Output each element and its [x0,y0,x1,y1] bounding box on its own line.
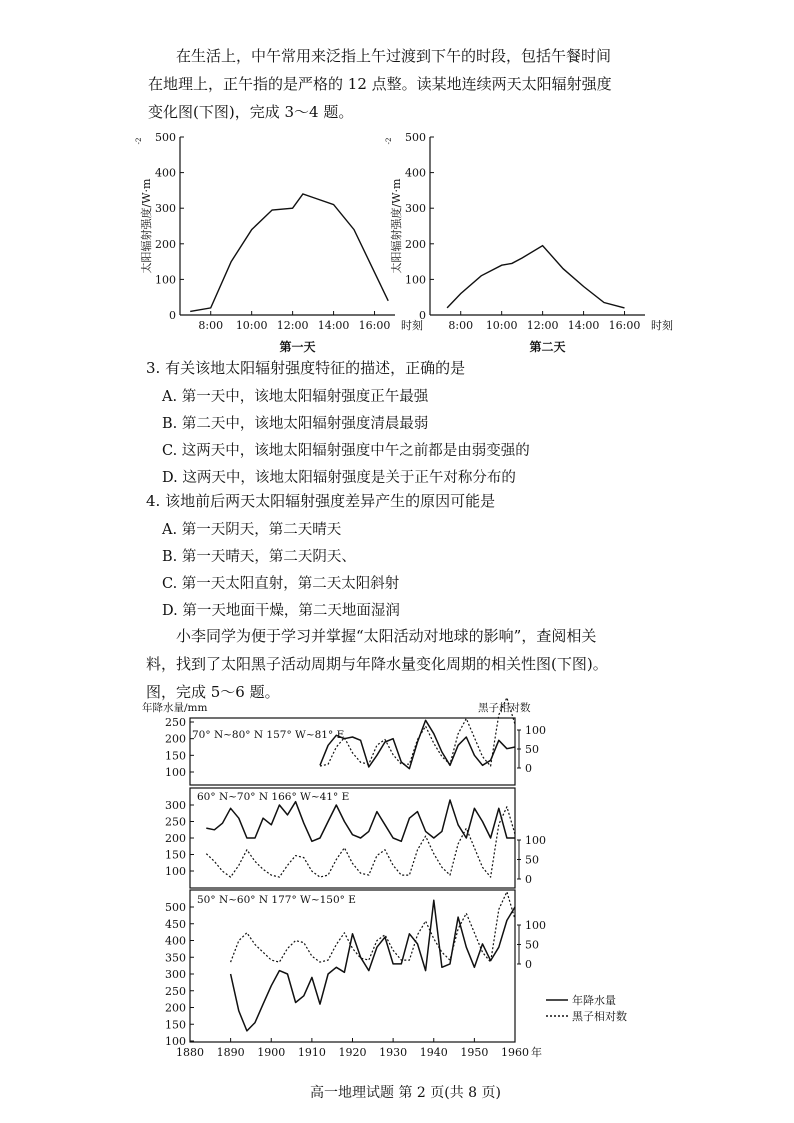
x-axis-label: 时刻 [651,319,673,332]
panel1-left-tick-label: 200 [165,732,186,746]
y-tick-label: 200 [405,237,426,251]
panel2-left-tick-label: 200 [165,832,186,845]
x-tick-label: 1900 [257,1046,286,1059]
panel3-left-tick-label: 100 [165,1035,186,1048]
x-tick-label: 1960 [501,1046,529,1059]
panel3-left-tick-label: 400 [165,934,186,948]
x-tick-label: 1930 [379,1046,408,1059]
y-tick-label: 100 [155,273,176,287]
panel1-right-tick-label: 50 [525,743,539,756]
y-tick-label: 0 [419,309,426,322]
legend-sunspot-label: 黑子相对数 [572,1010,627,1023]
intro2-line3: 图，完成 5～6 题。 [146,683,280,701]
panel1-left-tick-label: 100 [165,766,186,779]
q3-option-b: B. 第二天中，该地太阳辐射强度清晨最弱 [162,416,429,432]
y-tick-label: 0 [169,309,176,322]
panel3-right-tick-label: 0 [525,958,532,971]
y-tick-label: 500 [155,131,176,144]
intro1-line1: 在生活上，中午常用来泛指上午过渡到下午的时段，包括午餐时间 [176,47,612,65]
chart-day2 [385,131,673,354]
panel3-right-tick-label: 100 [525,919,546,932]
x-tick-label: 10:00 [235,319,268,332]
panel2-left-tick-label: 300 [165,799,186,812]
q4-option-b: B. 第一天晴天，第二天阴天、 [162,549,356,565]
left-axis-title: 年降水量/mm [142,702,208,714]
panel3-left-tick-label: 350 [165,951,186,965]
panel3-left-tick-label: 200 [165,1001,186,1015]
panel1-left-tick-label: 250 [165,716,186,729]
x-tick-label: 14:00 [567,319,600,332]
chart-caption-day1: 第一天 [279,340,316,354]
x-tick-label: 16:00 [358,319,391,332]
fig2-series [206,698,515,1031]
panel1-right-tick-label: 0 [525,762,532,775]
right-axis-title: 黑子相对数 [478,702,531,714]
panel3-left-tick-label: 300 [165,968,186,981]
intro1-line3: 变化图(下图)，完成 3～4 题。 [148,103,354,121]
x-axis-unit: 年 [531,1046,542,1059]
fig2-frames [165,716,546,1059]
q4-option-a: A. 第一天阴天，第二天晴天 [162,522,342,538]
panel2-left-tick-label: 100 [165,865,186,878]
panel3-left-tick-label: 150 [165,1018,186,1032]
x-axis-label: 时刻 [401,319,423,332]
x-tick-label: 1890 [216,1046,245,1059]
sunspot-precipitation-figure [140,700,570,1065]
panel1-precip-line [320,720,515,768]
y-tick-label: 500 [405,131,426,144]
q3-option-d: D. 这两天中，该地太阳辐射强度是关于正午对称分布的 [162,470,516,486]
panel3-precip-line [231,900,515,1031]
y-tick-label: 200 [155,237,176,251]
y-axis-label-sup: -2 [385,137,393,145]
y-tick-label: 300 [405,202,426,216]
intro1-line2: 在地理上，正午指的是严格的 12 点整。读某地连续两天太阳辐射强度 [148,75,612,93]
panel3-left-tick-label: 450 [165,917,186,931]
y-tick-label: 300 [155,202,176,216]
q3-stem: 3. 有关该地太阳辐射强度特征的描述，正确的是 [146,359,466,377]
panel1-left-tick-label: 150 [165,749,186,763]
panel2-label: 60° N~70° N 166° W~41° E [197,791,350,803]
intro2-line1: 小李同学为便于学习并掌握“太阳活动对地球的影响”，查阅相关 [176,627,597,645]
q3-option-c: C. 这两天中，该地太阳辐射强度中午之前都是由弱变强的 [162,443,530,459]
legend-precip-label: 年降水量 [572,994,616,1007]
page-footer: 高一地理试题 第 2 页(共 8 页) [310,1085,501,1101]
panel1-label: 70° N~80° N 157° W~81° E [192,729,345,741]
x-tick-label: 1950 [460,1046,489,1059]
x-tick-label: 12:00 [276,319,309,332]
panel3-label: 50° N~60° N 177° W~150° E [197,894,356,906]
x-tick-label: 16:00 [608,319,641,332]
panel2-right-tick-label: 50 [525,853,539,867]
y-tick-label: 400 [155,166,176,180]
panel3-right-tick-label: 50 [525,938,539,952]
x-tick-label: 12:00 [526,319,559,332]
x-tick-label: 8:00 [448,319,474,332]
panel2-right-tick-label: 0 [525,873,532,886]
q4-stem: 4. 该地前后两天太阳辐射强度差异产生的原因可能是 [146,492,496,510]
x-tick-label: 1910 [297,1046,326,1059]
q3-option-a: A. 第一天中，该地太阳辐射强度正午最强 [162,389,429,405]
panel2-sunspot-line [206,807,515,877]
q4-option-d: D. 第一天地面干燥，第二天地面湿润 [162,603,400,619]
y-axis-label-sup: -2 [135,137,143,145]
x-tick-label: 10:00 [485,319,518,332]
x-tick-label: 1920 [338,1046,367,1059]
q4-option-c: C. 第一天太阳直射，第二天太阳斜射 [162,576,400,592]
x-tick-label: 1940 [419,1046,448,1059]
panel2-left-tick-label: 150 [165,848,186,862]
panel3-left-tick-label: 250 [165,984,186,998]
y-axis-label: 太阳辐射强度/W·m [390,178,403,274]
radiation-line-day1 [190,194,388,311]
y-tick-label: 100 [405,273,426,287]
panel2-right-tick-label: 100 [525,834,546,847]
panel3-left-tick-label: 500 [165,901,186,914]
chart-day1 [135,131,423,354]
radiation-line-day2 [447,246,624,308]
y-axis-label: 太阳辐射强度/W·m [140,178,153,274]
intro2-line2: 料，找到了太阳黑子活动周期与年降水量变化周期的相关性图(下图)。 [146,655,608,673]
x-tick-label: 8:00 [198,319,224,332]
fig2-legend [546,1000,568,1016]
y-tick-label: 400 [405,166,426,180]
chart-caption-day2: 第二天 [529,340,566,354]
panel2-left-tick-label: 250 [165,815,186,829]
panel3-frame [190,890,515,1042]
x-tick-label: 1880 [176,1046,204,1059]
x-tick-label: 14:00 [317,319,350,332]
solar-radiation-figure [135,125,673,360]
panel1-right-tick-label: 100 [525,724,546,737]
